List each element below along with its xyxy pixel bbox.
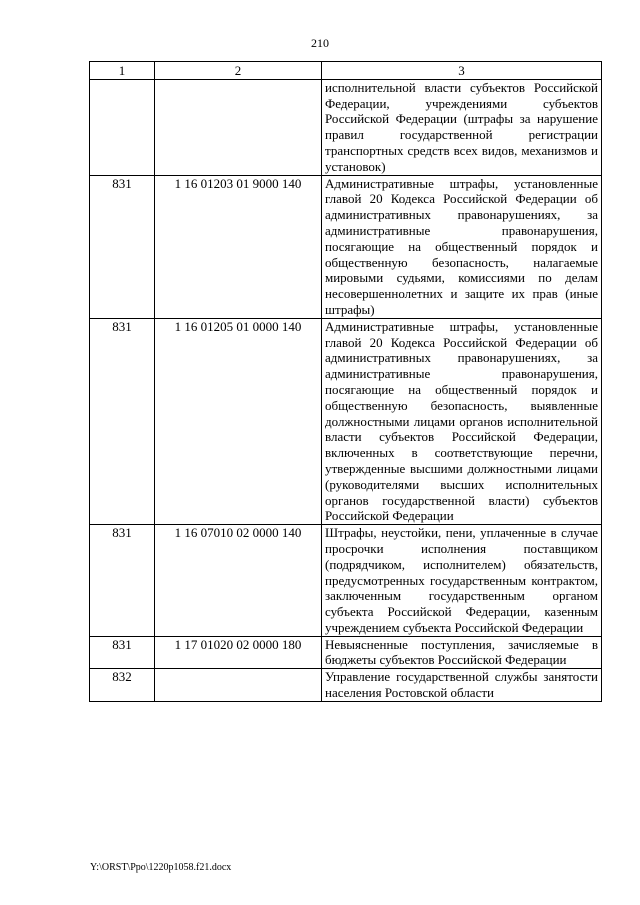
kbk-code-cell: [155, 79, 322, 175]
description-cell: Административные штрафы, установленные главой 20 Кодекса Российской Федерации об административных правонарушениях, за административные правонарушения, посягающие на общественный порядок и общественную безопасность, налагаемые мировыми судьями, комиссиями по делам несовершеннолетних и защите их прав (иные штрафы): [322, 175, 602, 318]
description-cell: Управление государственной службы занятости населения Ростовской области: [322, 669, 602, 702]
table-header-row: [90, 62, 602, 80]
codes-table: [89, 61, 602, 702]
admin-code-cell: 832: [90, 669, 155, 702]
description-cell: Штрафы, неустойки, пени, уплаченные в случае просрочки исполнения поставщиком (подрядчиком, исполнителем) обязательств, предусмотренных государственным контрактом, заключенным государственным органом субъекта Российской Федерации, казенным учреждением субъекта Российской Федерации: [322, 525, 602, 637]
description-cell: Невыясненные поступления, зачисляемые в бюджеты субъектов Российской Федерации: [322, 636, 602, 669]
admin-code-cell: 831: [90, 525, 155, 637]
header-cell-2: 2: [155, 62, 322, 80]
table-row: [90, 525, 602, 637]
description-cell: Административные штрафы, установленные главой 20 Кодекса Российской Федерации об административных правонарушениях, за административные правонарушения, посягающие на общественный порядок и общественную безопасность, выявленные должностными лицами органов исполнительной власти субъектов Российской Федерации, включенных в соответствующие перечни, утвержденные высшими должностными лицами (руководителями высших исполнительных органов государственной власти) субъектов Российской Федерации: [322, 318, 602, 524]
admin-code-cell: 831: [90, 318, 155, 524]
admin-code-cell: 831: [90, 175, 155, 318]
file-path-footer: Y:\ORST\Ppo\1220p1058.f21.docx: [90, 862, 232, 873]
kbk-code-cell: 1 16 07010 02 0000 140: [155, 525, 322, 637]
admin-code-cell: 831: [90, 636, 155, 669]
admin-code-cell: [90, 79, 155, 175]
kbk-code-cell: 1 17 01020 02 0000 180: [155, 636, 322, 669]
header-cell-1: 1: [90, 62, 155, 80]
table-row: [90, 636, 602, 669]
header-cell-3: 3: [322, 62, 602, 80]
table-row: [90, 79, 602, 175]
kbk-code-cell: 1 16 01205 01 0000 140: [155, 318, 322, 524]
table-row: [90, 669, 602, 702]
description-cell: исполнительной власти субъектов Российской Федерации, учреждениями субъектов Российской Федерации (штрафы за нарушение правил государственной регистрации транспортных средств всех видов, механизмов и установок): [322, 79, 602, 175]
kbk-code-cell: [155, 669, 322, 702]
table-row: [90, 175, 602, 318]
page-number: 210: [311, 36, 329, 50]
table-row: [90, 318, 602, 524]
kbk-code-cell: 1 16 01203 01 9000 140: [155, 175, 322, 318]
